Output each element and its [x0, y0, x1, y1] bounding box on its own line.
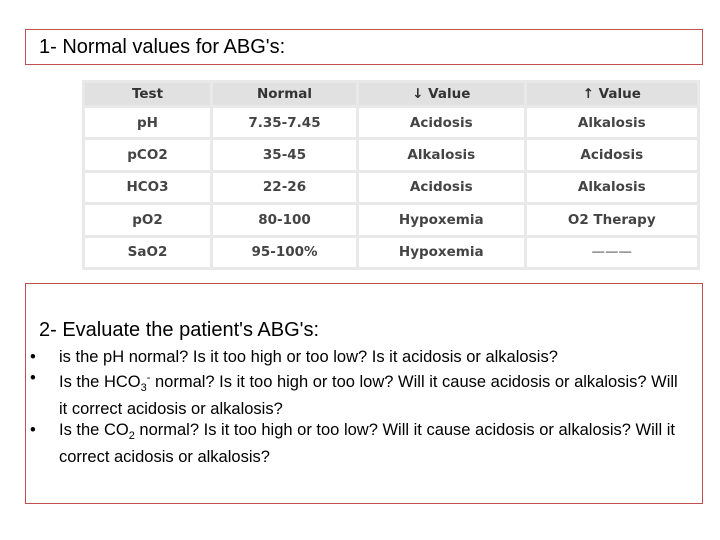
bullet-text-hco3-prefix: Is the HCO: [59, 373, 141, 391]
header-low-value: ↓ Value: [359, 83, 524, 105]
cell-high: ———: [527, 238, 697, 267]
table-header-row: [85, 83, 697, 105]
cell-low: Acidosis: [359, 173, 524, 202]
header-normal: Normal: [213, 83, 356, 105]
cell-high: Acidosis: [527, 140, 697, 169]
section-2-title: 2- Evaluate the patient's ABG's:: [39, 319, 320, 341]
cell-low: Hypoxemia: [359, 238, 524, 267]
list-item: [30, 420, 690, 468]
header-high-value: ↑ Value: [527, 83, 697, 105]
superscript-minus: -: [146, 372, 151, 384]
bullet-text-co2-rest: normal? Is it too high or too low? Will it cause acidosis or alkalosis? Will it correct acidosis or alkalosis?: [59, 421, 675, 466]
cell-normal: 35-45: [213, 140, 356, 169]
table-row: [85, 140, 697, 169]
cell-test: pO2: [85, 205, 210, 234]
table-row: [85, 205, 697, 234]
cell-low: Hypoxemia: [359, 205, 524, 234]
table-row: [85, 108, 697, 137]
cell-test: pCO2: [85, 140, 210, 169]
cell-normal: 95-100%: [213, 238, 356, 267]
cell-low: Alkalosis: [359, 140, 524, 169]
cell-normal: 80-100: [213, 205, 356, 234]
list-item: [30, 368, 690, 420]
bullet-text-ph: is the pH normal? Is it too high or too low? Is it acidosis or alkalosis?: [59, 348, 558, 366]
cell-high: Alkalosis: [527, 108, 697, 137]
bullet-icon: •: [30, 348, 36, 366]
header-test: Test: [85, 83, 210, 105]
table-row: [85, 238, 697, 267]
section-1-title: 1- Normal values for ABG's:: [39, 36, 286, 58]
table-row: [85, 173, 697, 202]
section-1-box: [25, 29, 703, 65]
bullet-text-hco3-rest: normal? Is it too high or too low? Will it cause acidosis or alkalosis? Will it correct acidosis or alkalosis?: [59, 373, 678, 418]
subscript-2: 2: [128, 430, 135, 442]
cell-normal: 22-26: [213, 173, 356, 202]
abg-normal-values-table: [82, 80, 700, 270]
evaluation-bullet-list: [30, 347, 690, 468]
cell-test: HCO3: [85, 173, 210, 202]
cell-test: pH: [85, 108, 210, 137]
cell-high: Alkalosis: [527, 173, 697, 202]
list-item: [30, 347, 690, 368]
cell-high: O2 Therapy: [527, 205, 697, 234]
bullet-icon: •: [30, 421, 36, 439]
cell-normal: 7.35-7.45: [213, 108, 356, 137]
cell-test: SaO2: [85, 238, 210, 267]
bullet-text-co2-prefix: Is the CO: [59, 421, 129, 439]
subscript-3: 3: [140, 382, 147, 394]
cell-low: Acidosis: [359, 108, 524, 137]
bullet-icon: •: [30, 369, 36, 387]
